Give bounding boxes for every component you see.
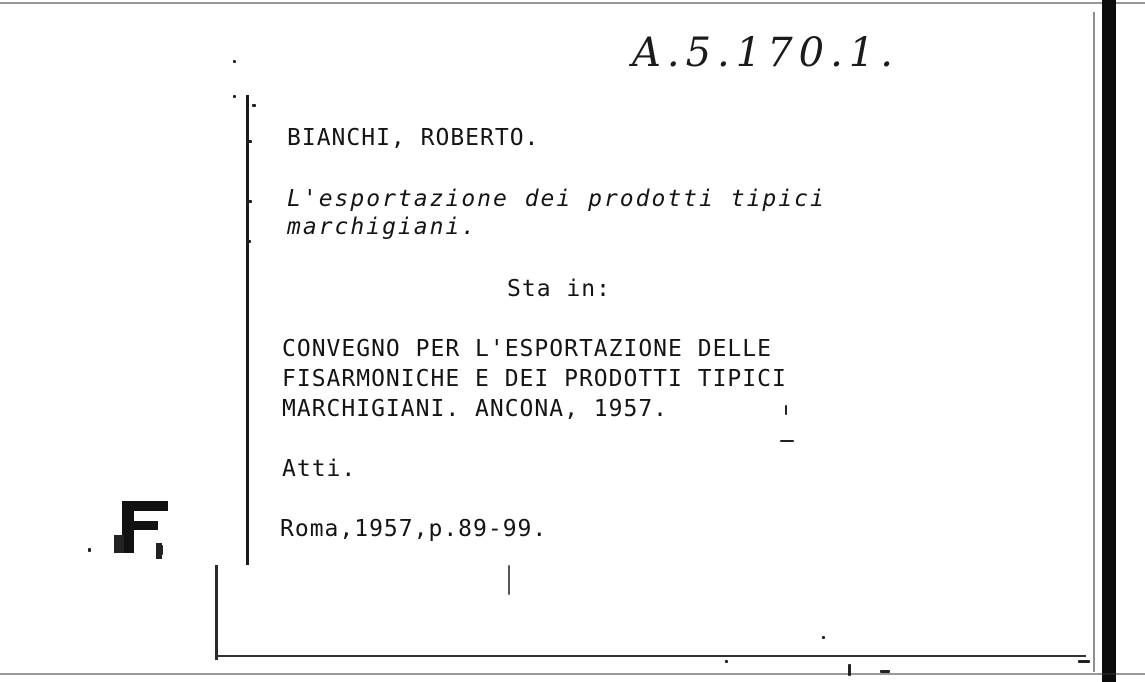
card-left-border	[246, 95, 249, 565]
card-right-edge	[1093, 12, 1095, 672]
atti-label: Atti.	[282, 456, 357, 482]
card-bottom-border	[216, 655, 1086, 657]
stamp-f-icon	[108, 495, 178, 565]
shelfmark: A.5.170.1.	[632, 30, 899, 76]
title-line-2: marchigiani.	[287, 214, 478, 240]
card-top-edge	[0, 2, 1145, 4]
imprint-line: Roma,1957,p.89-99.	[280, 516, 548, 542]
scan-bottom-edge	[0, 673, 1145, 675]
source-line-2: FISARMONICHE E DEI PRODOTTI TIPICI	[282, 366, 787, 392]
author-heading: BIANCHI, ROBERTO.	[287, 125, 540, 151]
title-line-1: L'esportazione dei prodotti tipici	[287, 186, 826, 212]
source-line-1: CONVEGNO PER L'ESPORTAZIONE DELLE	[282, 336, 772, 362]
sta-in-label: Sta in:	[507, 276, 611, 302]
scan-right-border	[1102, 0, 1116, 682]
card-left-border-lower	[215, 565, 218, 660]
source-line-3: MARCHIGIANI. ANCONA, 1957.	[282, 396, 669, 422]
